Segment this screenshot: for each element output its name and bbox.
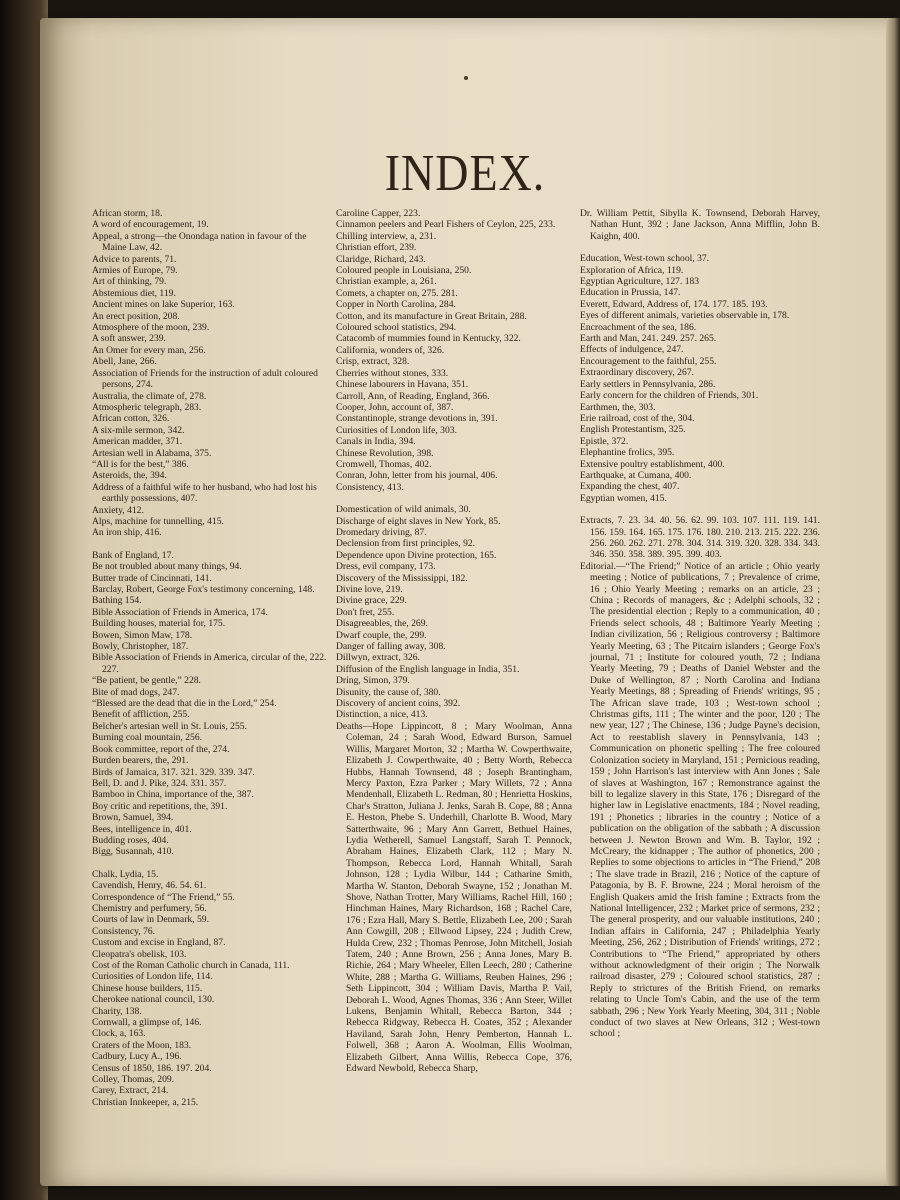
- index-entry: Boy critic and repetitions, the, 391.: [92, 800, 228, 812]
- index-entry: Copper in North Carolina, 284.: [336, 299, 456, 311]
- index-entry: Carroll, Ann, of Reading, England, 366.: [336, 390, 490, 402]
- index-entry: An erect position, 208.: [92, 310, 180, 322]
- index-entry: American madder, 371.: [92, 436, 183, 448]
- index-entry: Consistency, 76.: [92, 925, 156, 937]
- index-entry: Artesian well in Alabama, 375.: [92, 447, 212, 459]
- index-entry: Building houses, material for, 175.: [92, 618, 226, 630]
- index-entry: California, wonders of, 326.: [336, 344, 445, 356]
- index-entry: “All is for the best,” 386.: [92, 458, 189, 470]
- index-entry: Barclay, Robert, George Fox's testimony concerning, 148.: [92, 584, 315, 595]
- index-entry: An iron ship, 416.: [92, 527, 162, 539]
- index-entry: Consistency, 413.: [336, 481, 404, 493]
- index-entry: Dependence upon Divine protection, 165.: [336, 549, 497, 561]
- section-gap: [580, 504, 820, 515]
- index-entry: “Blessed are the dead that die in the Lord,” 254.: [92, 698, 277, 710]
- index-entry: Divine love, 219.: [336, 584, 403, 595]
- index-entry: Disunity, the cause of, 380.: [336, 686, 441, 698]
- index-entry: Earthquake, at Cumana, 400.: [580, 469, 692, 481]
- index-entry: Abell, Jane, 266.: [92, 356, 157, 368]
- index-entry: Be not troubled about many things, 94.: [92, 561, 242, 573]
- index-entry: Exploration of Africa, 119.: [580, 264, 684, 276]
- index-entry: Bamboo in China, importance of the, 387.: [92, 789, 254, 801]
- index-entry: Encroachment of the sea, 186.: [580, 321, 697, 333]
- index-entry: Bell, D. and J. Pike, 324. 331. 357.: [92, 777, 227, 789]
- section-gap: [336, 493, 572, 504]
- index-entry: Chinese house builders, 115.: [92, 982, 203, 994]
- index-entry: Cadbury, Lucy A., 196.: [92, 1051, 182, 1063]
- section-gap: [580, 242, 820, 253]
- index-entry: Editorial.—“The Friend;” Notice of an article ; Ohio yearly meeting ; Notice of publications, 7 ; Prevalence of crime, 16 ; Ohio Yearly Meeting ; remarks on an article, 23 ; China ; Records of managers, &c ; Adelphi schools, 32 ; The presidential election ; Reply to a communication, 40 ; Friends select schools, 48 ; Baltimore Yearly Meeting ; Indian civilization, 56 ; Religious controversy ; Baltimore Yearly Meeting, 63 ; The Pitcairn islanders ; George Fox's journal, 71 ; Institute for coloured youth, 72 ; Indiana Yearly Meeting, 79 ; Deaths of Daniel Webster and the Duke of Wellington, 87 ; North Carolina and Indiana Yearly Meetings, 88 ; Spreading of Friends' writings, 95 ; The African slave trade, 103 ; West-town school ; Christmas gifts, 111 ; The winter and the poor, 120 ; The new year, 127 ; The Chinese, 136 ; Judge Payne's decision, Act to reestablish slavery in Pennsylvania, 143 ; Communication on phonetic spelling ; The free coloured Colonization society in Maryland, 151 ; Pernicious reading, 159 ; John Harrison's last interview with Ann Jones ; Sale of slaves at Washington, 167 ; Remonstrance against the bill to legalize slavery in this State, 176 ; Disregard of the higher law in Legislative enactments, 184 ; Novel reading, 191 ; Phonetics ; libraries in the country ; Notice of a publication on the obligation of the sabbath ; A discussion between J. Newton Brown and Wm. B. Taylor, 192 ; McCreary, the kidnapper ; The author of phonetics, 200 ; Replies to some objections to articles in “The Friend,” 208 ; The slave trade in Brazil, 216 ; Notice of the capture of Patagonia, by B. F. Browne, 224 ; Moral heroism of the English Quakers amid the Irish famine ; Extracts from the National Intelligencer, 232 ; Market price of sermons, 232 ; The general prosperity, and our valuable institutions, 240 ; Indian affairs in California, 247 ; Philadelphia Yearly Meeting, 256, 262 ; Distribution of Friends' writings, 272 ; Contributions to “The Friend,” appropriated by others without acknowledgment of their origin ; The Norwalk railroad disaster, 279 ; Coloured school statistics, 287 ; Reply to strictures of the British Friend, on remarks relating to Uncle Tom's Cabin, and the use of the term sabbath, 296 ; New York Yearly Meeting, 304, 311 ; Noble conduct of two slaves at New Orleans, 312 ; West-town school ;: [580, 560, 820, 1040]
- index-entry: Elephantine frolics, 395.: [580, 447, 675, 459]
- index-entry: Cleopatra's obelisk, 103.: [92, 948, 187, 960]
- page-edge: [886, 18, 900, 1186]
- index-entry: Christian example, a, 261.: [336, 276, 437, 288]
- index-entry: An Omer for every man, 256.: [92, 344, 206, 356]
- index-entry: Address of a faithful wife to her husband, who had lost his earthly possessions, 407.: [92, 481, 317, 505]
- index-entry: Domestication of wild animals, 30.: [336, 504, 471, 516]
- index-entry: Bowen, Simon Maw, 178.: [92, 629, 193, 641]
- index-entry: Extracts, 7. 23. 34. 40. 56. 62. 99. 103. 107. 111. 119. 141. 156. 159. 164. 165. 175. 176. 180. 210. 213. 215. 222. 236. 256. 260. 262. 271. 278. 304. 314. 319. 320. 328. 334. 343. 346. 350. 358. 389. 395. 399. 403.: [580, 515, 820, 561]
- index-entry: Cavendish, Henry, 46. 54. 61.: [92, 880, 207, 892]
- index-entry: Expanding the chest, 407.: [580, 481, 680, 493]
- index-entry: Art of thinking, 79.: [92, 276, 167, 288]
- index-entry: Comets, a chapter on, 275. 281.: [336, 287, 458, 299]
- section-gap: [92, 539, 330, 550]
- page-title: INDEX.: [384, 143, 546, 202]
- index-entry: Burden bearers, the, 291.: [92, 755, 189, 767]
- index-entry: Education in Prussia, 147.: [580, 287, 681, 299]
- index-entry: Egyptian Agriculture, 127. 183: [580, 276, 700, 288]
- index-entry: Asteroids, the, 394.: [92, 470, 167, 482]
- index-entry: Epistle, 372.: [580, 435, 629, 447]
- index-entry: Deaths—Hope Lippincott, 8 ; Mary Woolman, Anna Coleman, 24 ; Sarah Wood, Edward Burson, Samuel Willis, Margaret Morton, 32 ; Martha W. Cowperthwaite, Elizabeth J. Cowperthwaite, 40 ; Betty Worth, Rebecca Hubbs, Hannah Townsend, 48 ; Joseph Brantingham, Mercy Paxton, Ezra Parker ; Mary Willets, 72 ; Anna Mendenhall, Elizabeth L. Redman, 80 ; Henrietta Hoskins, Char's Stratton, Juliana J. Jenks, Sarah B. Cope, 88 ; Anna E. Heston, Phebe S. Underhill, Charlotte B. Wood, Mary Satterthwaite, 96 ; Mary Ann Garrett, Bethuel Haines, Lydia Wetherell, Samuel Langstaff, Sarah T. Pennock, Abraham Haines, Elizabeth Clark, 112 ; Mary N. Thompson, Rebecca Lord, Hannah Whitall, Sarah Johnson, 128 ; Lydia Wilbur, 144 ; Catharine Smith, Martha W. Stanton, Deborah Swayne, 152 ; Jonathan M. Shove, Nathan Trotter, Mary Williams, Rachel Hill, 160 ; Hinchman Haines, Mary Richardson, 168 ; Rachel Care, 176 ; Ezra Hall, Mary S. Bettle, Elizabeth Lee, 200 ; Sarah Ann Cowgill, 208 ; Ellwood Lipsey, 224 ; Judith Crew, Hulda Crew, 232 ; Thomas Penrose, John Mitchell, Josiah Tatem, 240 ; Anne Brown, 256 ; Anna Jones, Mary B. Richie, 264 ; Mary Wheeler, Ellen Leech, 280 ; Catherine White, 288 ; Martha G. Williams, Reuben Haines, 296 ; Seth Lippincott, 304 ; William Davis, Martha P. Vail, Deborah L. Wood, Agnes Thomas, 336 ; Ann Steer, Willet Lukens, Benjamin Whitall, Rebecca Barton, 344 ; Rebecca Ridgway, Rebecca H. Coates, 352 ; Alexander Haviland, Sarah John, Henry Pemberton, Hannah L. Folwell, 368 ; Aaron A. Woolman, Ellis Woolman, Elizabeth Gilbert, Anna Willis, Rebecca Cope, 376, Edward Newbold, Rebecca Sharp,: [336, 720, 572, 1075]
- index-entry: Chilling interview, a, 231.: [336, 230, 437, 242]
- index-entry: Everett, Edward, Address of, 174. 177. 185. 193.: [580, 298, 768, 310]
- index-entry: Curiosities of London life, 303.: [336, 424, 457, 436]
- index-entry: Cost of the Roman Catholic church in Canada, 111.: [92, 960, 290, 971]
- index-entry: Constantinople, strange devotions in, 391.: [336, 413, 498, 425]
- index-entry: Chinese labourers in Havana, 351.: [336, 379, 469, 391]
- index-entry: Effects of indulgence, 247.: [580, 344, 684, 356]
- index-entry: Coloured school statistics, 294.: [336, 322, 457, 334]
- index-entry: Disagreeables, the, 269.: [336, 618, 428, 630]
- index-entry: Brown, Samuel, 394.: [92, 812, 174, 824]
- index-entry: Conran, John, letter from his journal, 406.: [336, 470, 498, 482]
- index-entry: Bank of England, 17.: [92, 549, 174, 561]
- index-entry: A soft answer, 239.: [92, 333, 166, 345]
- section-gap: [92, 858, 330, 869]
- index-entry: Cotton, and its manufacture in Great Britain, 288.: [336, 310, 527, 322]
- index-entry: Caroline Capper, 223.: [336, 208, 421, 219]
- index-entry: Cherries without stones, 333.: [336, 367, 449, 379]
- index-entry: Cherokee national council, 130.: [92, 994, 215, 1006]
- index-entry: Earth and Man, 241. 249. 257. 265.: [580, 333, 717, 345]
- index-entry: Dress, evil company, 173.: [336, 561, 436, 573]
- index-entry: Armies of Europe, 79.: [92, 265, 178, 277]
- index-entry: Dillwyn, extract, 326.: [336, 652, 420, 664]
- index-entry: Extensive poultry establishment, 400.: [580, 458, 725, 470]
- index-entry: Chinese Revolution, 398.: [336, 447, 434, 459]
- index-entry: Bible Association of Friends in America, circular of the, 222. 227.: [92, 652, 327, 675]
- index-entry: Craters of the Moon, 183.: [92, 1039, 192, 1051]
- index-column-2: [336, 208, 572, 1074]
- index-entry: Appeal, a strong—the Onondaga nation in favour of the Maine Law, 42.: [92, 230, 307, 254]
- index-entry: Claridge, Richard, 243.: [336, 253, 426, 265]
- index-entry: Anxiety, 412.: [92, 504, 144, 516]
- index-entry: Belcher's artesian well in St. Louis, 255.: [92, 720, 247, 732]
- index-entry: Dwarf couple, the, 299.: [336, 629, 427, 641]
- index-entry: Chemistry and perfumery, 56.: [92, 902, 207, 914]
- index-entry: Cooper, John, account of, 387.: [336, 401, 454, 413]
- index-entry: Diffusion of the English language in India, 351.: [336, 663, 520, 675]
- index-entry: Burning coal mountain, 256.: [92, 732, 203, 744]
- index-entry: Atmospheric telegraph, 283.: [92, 401, 202, 413]
- index-entry: Encouragement to the faithful, 255.: [580, 355, 717, 367]
- index-entry: Early concern for the children of Friends, 301.: [580, 390, 759, 402]
- index-page: [40, 18, 890, 1186]
- index-entry: Bible Association of Friends in America, 174.: [92, 606, 268, 618]
- index-entry: English Protestantism, 325.: [580, 424, 686, 436]
- index-entry: Carey, Extract, 214.: [92, 1085, 169, 1097]
- index-entry: Christian effort, 239.: [336, 242, 417, 254]
- index-entry: “Be patient, be gentle,” 228.: [92, 675, 201, 687]
- index-entry: Book committee, report of the, 274.: [92, 743, 230, 755]
- index-entry: Dromedary driving, 87.: [336, 526, 427, 538]
- index-entry: Colley, Thomas, 209.: [92, 1074, 175, 1086]
- index-entry: Budding roses, 404.: [92, 834, 169, 846]
- index-entry: Dr. William Pettit, Sibylla K. Townsend, Deborah Harvey, Nathan Hunt, 392 ; Jane Jackson, Anna Mifflin, John B. Kaighn, 400.: [580, 208, 820, 242]
- index-entry: Custom and excise in England, 87.: [92, 937, 226, 949]
- index-entry: Association of Friends for the instruction of adult coloured persons, 274.: [92, 367, 318, 391]
- page-mark: [464, 76, 468, 80]
- index-entry: Dring, Simon, 379.: [336, 675, 410, 687]
- index-entry: Australia, the climate of, 278.: [92, 390, 207, 402]
- index-entry: Cromwell, Thomas, 402.: [336, 458, 432, 470]
- index-entry: Erie railroad, cost of the, 304.: [580, 412, 695, 424]
- index-entry: Early settlers in Pennsylvania, 286.: [580, 378, 716, 390]
- index-entry: African storm, 18.: [92, 208, 163, 219]
- index-entry: A word of encouragement, 19.: [92, 219, 209, 231]
- index-entry: Benefit of affliction, 255.: [92, 709, 190, 721]
- index-entry: Canals in India, 394.: [336, 436, 416, 448]
- index-entry: Egyptian women, 415.: [580, 492, 667, 504]
- index-entry: Discharge of eight slaves in New York, 85.: [336, 515, 501, 527]
- index-entry: Correspondence of “The Friend,” 55.: [92, 891, 235, 903]
- index-entry: A six-mile sermon, 342.: [92, 424, 185, 436]
- index-entry: Education, West-town school, 37.: [580, 253, 710, 265]
- index-entry: Census of 1850, 186. 197. 204.: [92, 1062, 212, 1074]
- index-entry: Atmosphere of the moon, 239.: [92, 322, 210, 334]
- index-entry: Distinction, a nice, 413.: [336, 709, 428, 721]
- index-entry: Cinnamon peelers and Pearl Fishers of Ceylon, 225, 233.: [336, 219, 556, 231]
- index-entry: Bowly, Christopher, 187.: [92, 641, 189, 653]
- index-entry: Chalk, Lydia, 15.: [92, 868, 159, 880]
- index-entry: Birds of Jamaica, 317. 321. 329. 339. 347.: [92, 766, 255, 778]
- index-column-3: [580, 208, 820, 1040]
- index-entry: Eyes of different animals, varieties observable in, 178.: [580, 310, 790, 322]
- index-entry: Butter trade of Cincinnati, 141.: [92, 572, 212, 584]
- index-entry: Ancient mines on lake Superior, 163.: [92, 299, 235, 311]
- index-entry: Charity, 138.: [92, 1005, 142, 1017]
- index-entry: Extraordinary discovery, 267.: [580, 367, 694, 379]
- index-entry: Bees, intelligence in, 401.: [92, 823, 192, 835]
- index-column-1: [92, 208, 330, 1108]
- index-entry: Clock, a, 163.: [92, 1028, 146, 1040]
- index-entry: Cornwall, a glimpse of, 146.: [92, 1017, 202, 1029]
- index-entry: Divine grace, 229.: [336, 595, 407, 607]
- index-entry: Curiosities of London life, 114.: [92, 971, 213, 983]
- index-entry: African cotton, 326.: [92, 413, 170, 425]
- index-entry: Bite of mad dogs, 247.: [92, 686, 180, 698]
- index-entry: Danger of falling away, 308.: [336, 641, 446, 653]
- index-entry: Alps, machine for tunnelling, 415.: [92, 515, 224, 527]
- index-entry: Discovery of the Mississippi, 182.: [336, 572, 468, 584]
- index-entry: Crisp, extract, 328.: [336, 356, 410, 368]
- index-entry: Bigg, Susannah, 410.: [92, 846, 174, 858]
- index-entry: Coloured people in Louisiana, 250.: [336, 265, 472, 277]
- index-entry: Declension from first principles, 92.: [336, 538, 476, 550]
- index-entry: Christian Innkeeper, a, 215.: [92, 1096, 199, 1108]
- index-entry: Abstemious diet, 119.: [92, 287, 176, 299]
- index-entry: Discovery of ancient coins, 392.: [336, 698, 461, 710]
- index-entry: Don't fret, 255.: [336, 606, 395, 618]
- index-entry: Catacomb of mummies found in Kentucky, 322.: [336, 333, 521, 345]
- index-entry: Advice to parents, 71.: [92, 253, 177, 265]
- index-entry: Earthmen, the, 303.: [580, 401, 656, 413]
- index-entry: Bathing 154.: [92, 595, 142, 607]
- index-entry: Courts of law in Denmark, 59.: [92, 914, 209, 926]
